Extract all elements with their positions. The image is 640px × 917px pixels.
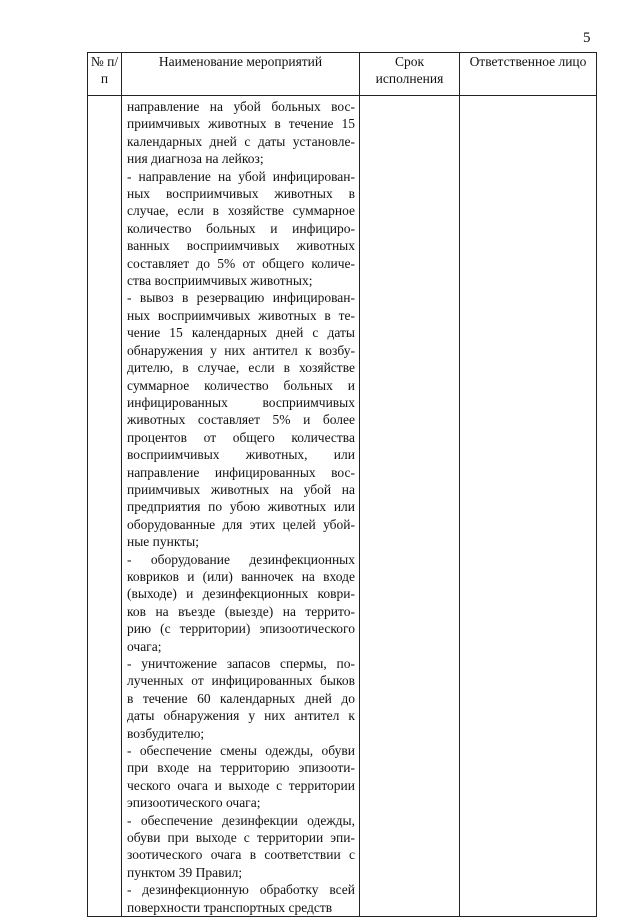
text-line: предприятия по убою животных или: [127, 499, 355, 515]
text-line: календарных дней с даты установле-: [127, 133, 355, 149]
text-line: возбудителю;: [127, 725, 205, 741]
text-line: ства восприимчивых животных;: [127, 273, 313, 289]
text-line: процентов от общего количества: [127, 429, 355, 445]
text-line: при входе на территорию эпизооти-: [127, 760, 355, 776]
text-line: - вывоз в резервацию инфицирован-: [127, 290, 355, 306]
text-line: рию (с территории) эпизоотического: [127, 621, 355, 637]
text-line: (выходе) и дезинфекционных коври-: [127, 586, 355, 602]
header-measures-name: Наименование мероприятий: [122, 53, 360, 96]
text-line: животных составляет 5% и более: [127, 412, 355, 428]
text-line: обнаружения у них антител к возбу-: [127, 342, 355, 358]
text-line: - дезинфекционную обработку всей: [127, 882, 355, 898]
text-line: направление инфицированных вос-: [127, 464, 355, 480]
text-line: эпизоотического очага;: [127, 795, 261, 811]
text-line: очага;: [127, 638, 162, 654]
text-line: восприимчивых животных, или: [127, 447, 355, 463]
text-line: - направление на убой инфицирован-: [127, 168, 355, 184]
text-line: ванных восприимчивых животных: [127, 238, 355, 254]
text-line: зоотического очага в соответствии с: [127, 847, 355, 863]
text-line: ных восприимчивых животных в: [127, 186, 355, 202]
header-number: № п/п: [88, 53, 122, 96]
text-line: составляет до 5% от общего количе-: [127, 255, 355, 271]
text-line: в течение 60 календарных дней до: [127, 690, 355, 706]
text-line: количество больных и инфициро-: [127, 220, 355, 236]
text-line: оборудованные для этих целей убой-: [127, 516, 355, 532]
page-number: 5: [583, 30, 591, 46]
text-line: чение 15 календарных дней с даты: [127, 325, 355, 341]
text-line: ков на въезде (выезде) на террито-: [127, 603, 355, 619]
text-line: даты обнаружения у них антител к: [127, 708, 355, 724]
text-line: ния диагноза на лейкоз;: [127, 151, 264, 167]
text-line: - оборудование дезинфекционных: [127, 551, 355, 567]
text-line: обуви при выходе с территории эпи-: [127, 830, 355, 846]
text-line: направление на убой больных вос-: [127, 99, 355, 114]
text-line: дителю, в случае, если в хозяйстве: [127, 360, 355, 376]
text-line: ные пункты;: [127, 534, 199, 550]
text-line: приимчивых животных в течение 15: [127, 116, 355, 132]
text-line: - обеспечение дезинфекции одежды,: [127, 812, 355, 828]
header-responsible-person: Ответственное лицо: [460, 53, 597, 96]
cell-deadline: [360, 96, 460, 917]
measures-table: [87, 52, 597, 917]
text-line: поверхности транспортных средств: [127, 899, 333, 915]
text-line: - уничтожение запасов спермы, по-: [127, 656, 355, 671]
table-row: [88, 96, 597, 917]
cell-measures-text: [122, 96, 360, 917]
text-line: ных восприимчивых животных в те-: [127, 307, 355, 323]
text-line: инфицированных восприимчивых: [127, 394, 355, 410]
measures-text-block: [122, 96, 359, 916]
table-header-row: [88, 53, 597, 96]
text-line: приимчивых животных на убой на: [127, 481, 355, 497]
header-deadline: Срок исполнения: [360, 53, 460, 96]
text-line: случае, если в хозяйстве суммарное: [127, 203, 355, 219]
cell-responsible-person: [460, 96, 597, 917]
text-line: лученных от инфицированных быков: [127, 673, 355, 689]
text-line: пунктом 39 Правил;: [127, 864, 243, 880]
text-line: суммарное количество больных и: [127, 377, 355, 393]
text-line: ческого очага и выходе с территории: [127, 777, 355, 793]
text-line: ковриков и (или) ванночек на входе: [127, 568, 355, 584]
cell-number: [88, 96, 122, 917]
text-line: - обеспечение смены одежды, обуви: [127, 743, 355, 759]
